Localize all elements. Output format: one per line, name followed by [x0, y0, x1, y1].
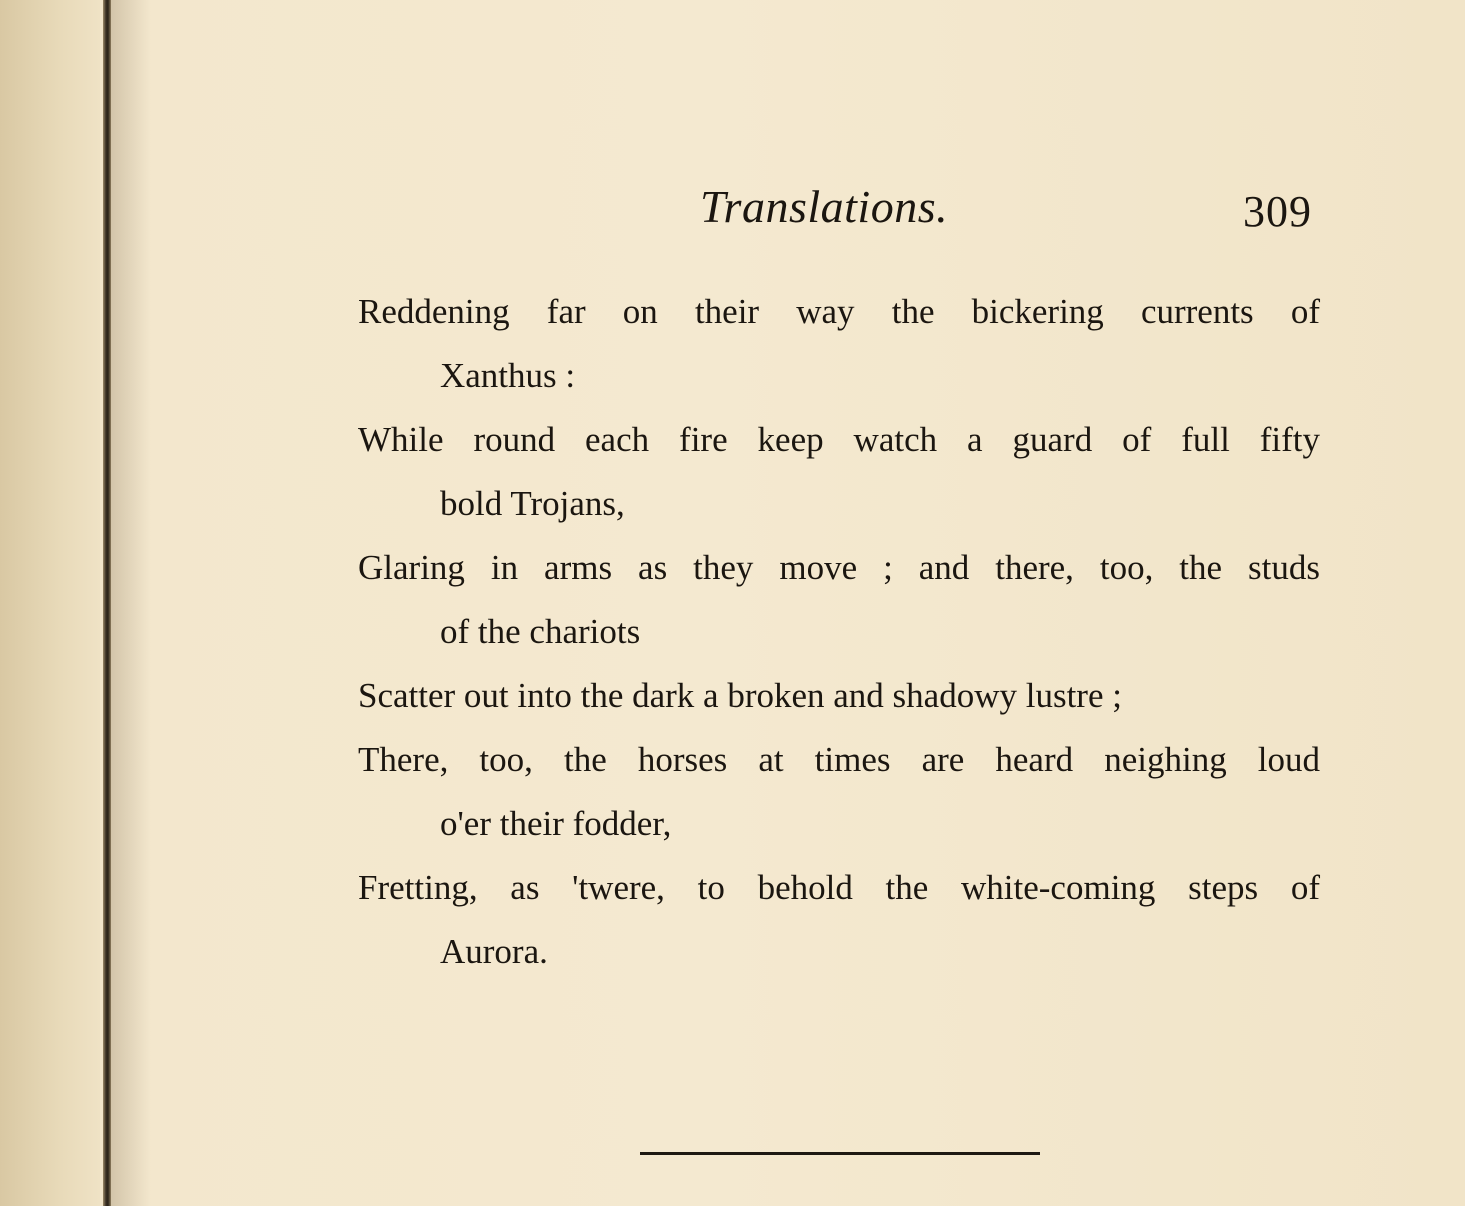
page-number: 309 [1243, 187, 1312, 236]
book-spine [103, 0, 111, 1206]
left-page-edge [0, 0, 100, 1206]
verse-line: Reddening far on their way the bickering currents of [358, 292, 1320, 331]
verse-line: Scatter out into the dark a broken and shadowy lustre ; [358, 676, 1122, 715]
verse-line-continuation: o'er their fodder, [440, 804, 672, 843]
verse-line-continuation: Aurora. [440, 932, 548, 971]
gutter-shadow [111, 0, 151, 1206]
verse-line-continuation: Xanthus : [440, 356, 576, 395]
verse-block [358, 280, 1320, 984]
verse-line-continuation: bold Trojans, [440, 484, 625, 523]
verse-line: There, too, the horses at times are heard neighing loud [358, 740, 1320, 779]
verse-line: Fretting, as 'twere, to behold the white-coming steps of [358, 868, 1320, 907]
running-title: Translations. [700, 181, 949, 232]
section-end-rule [640, 1152, 1040, 1155]
verse-line: While round each fire keep watch a guard of full fifty [358, 420, 1320, 459]
verse-line: Glaring in arms as they move ; and there, too, the studs [358, 548, 1320, 587]
verse-line-continuation: of the chariots [440, 612, 641, 651]
